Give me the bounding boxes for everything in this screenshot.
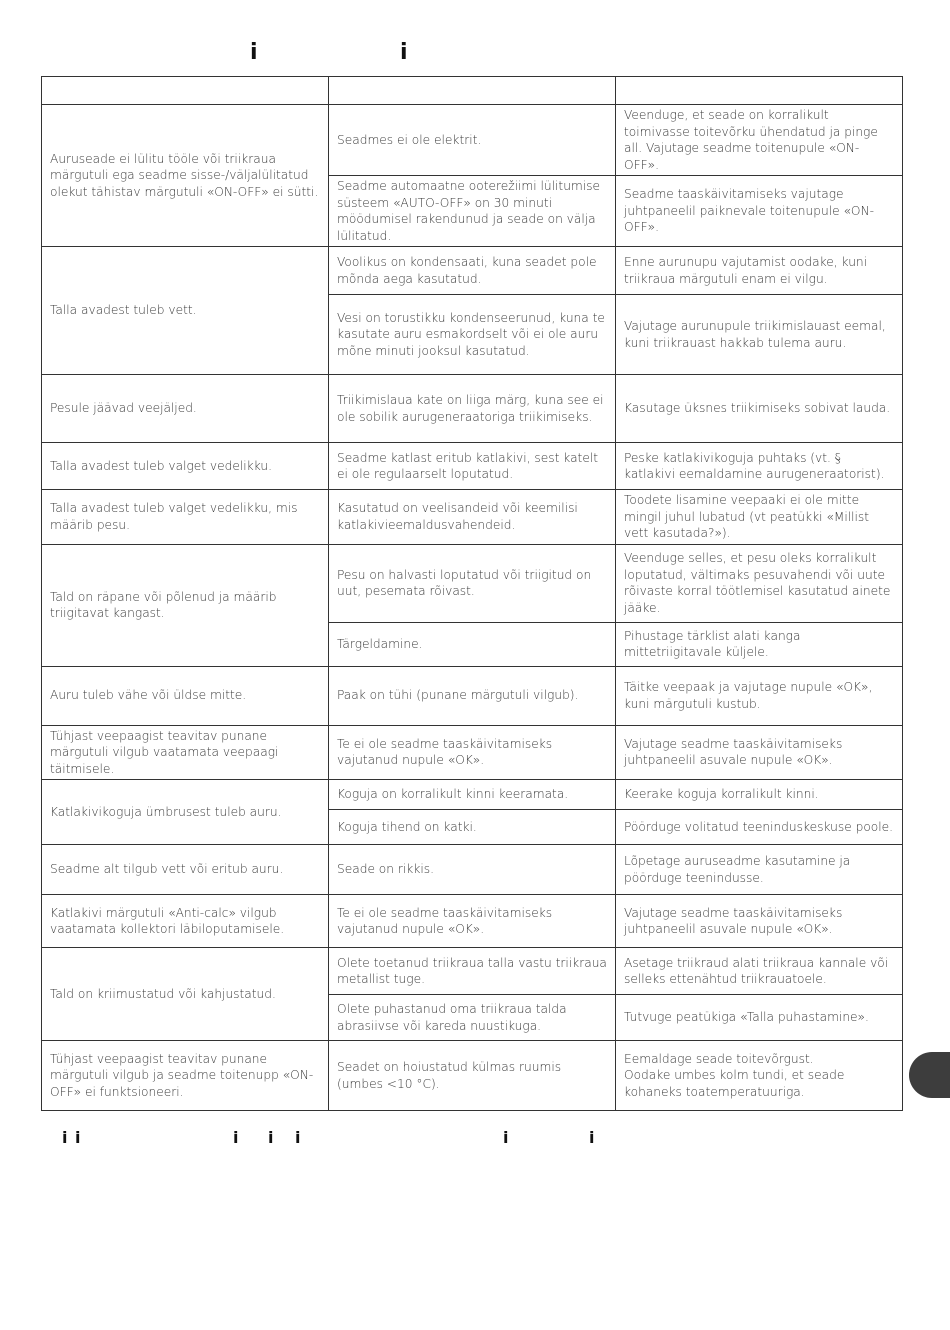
problem-cell: Pesule jäävad veejäljed.: [42, 375, 329, 443]
solution-cell: Tutvuge peatükiga «Talla puhastamine».: [616, 995, 903, 1041]
problem-cell: Auru tuleb vähe või üldse mitte.: [42, 666, 329, 725]
problem-cell: Talla avadest tuleb vett.: [42, 247, 329, 375]
cause-cell: Voolikus on kondensaati, kuna seadet pole mõnda aega kasutatud.: [329, 247, 616, 295]
table-row: [42, 443, 903, 490]
cause-cell: Te ei ole seadme taaskäivitamiseks vajutanud nupule «OK».: [329, 895, 616, 948]
header-problem: [42, 77, 329, 105]
problem-cell: Auruseade ei lülitu tööle või triikraua märgutuli ega seadme sisse-/väljalülitatud olekut tähistav märgutuli «ON-OFF» ei sütti.: [42, 105, 329, 247]
solution-cell: Veenduge, et seade on korralikult toimivasse toitevõrku ühendatud ja pinge all. Vajutage seadme toitenupule «ON-OFF».: [616, 105, 903, 176]
footer-glyph-3: i: [233, 1128, 239, 1147]
table-row: [42, 375, 903, 443]
cause-cell: Koguja tihend on katki.: [329, 810, 616, 845]
solution-cell: Täitke veepaak ja vajutage nupule «OK», kuni märgutuli kustub.: [616, 666, 903, 725]
footer-glyph-2: i: [75, 1128, 81, 1147]
table-row: [42, 725, 903, 780]
footer-glyph-4: i: [268, 1128, 274, 1147]
solution-cell: Eemaldage seade toitevõrgust. Oodake umbes kolm tundi, et seade kohaneks toatemperatuuriga.: [616, 1041, 903, 1111]
solution-cell: Lõpetage auruseadme kasutamine ja pöörduge teenindusse.: [616, 845, 903, 895]
cause-cell: Triikimislaua kate on liiga märg, kuna see ei ole sobilik aurugeneraatoriga triikimiseks.: [329, 375, 616, 443]
problem-cell: Talla avadest tuleb valget vedelikku.: [42, 443, 329, 490]
page-tab-marker: [909, 1052, 950, 1098]
footer-glyph-5: i: [295, 1128, 301, 1147]
solution-cell: Pöörduge volitatud teeninduskeskuse poole.: [616, 810, 903, 845]
cause-cell: Koguja on korralikult kinni keeramata.: [329, 780, 616, 810]
problem-cell: Seadme alt tilgub vett või eritub auru.: [42, 845, 329, 895]
cause-cell: Vesi on torustikku kondenseerunud, kuna te kasutate auru esmakordselt või ei ole auru mõne minuti jooksul kasutatud.: [329, 295, 616, 375]
solution-cell: Toodete lisamine veepaaki ei ole mitte mingil juhul lubatud (vt peatükki «Millist vett kasutada?»).: [616, 490, 903, 545]
solution-cell: Veenduge selles, et pesu oleks korralikult loputatud, vältimaks pesuvahendi või uute rõivaste korral töötlemisel kasutatud ainete jääke.: [616, 544, 903, 622]
table-row: [42, 1041, 903, 1111]
solution-cell: Kasutage üksnes triikimiseks sobivat lauda.: [616, 375, 903, 443]
cause-cell: Seadet on hoiustatud külmas ruumis (umbes <10 °C).: [329, 1041, 616, 1111]
cause-cell: Seade on rikkis.: [329, 845, 616, 895]
table-row: [42, 780, 903, 810]
cause-cell: Seadmes ei ole elektrit.: [329, 105, 616, 176]
table-row: [42, 544, 903, 622]
cause-cell: Seadme automaatne ooterežiimi lülitumise süsteem «AUTO-OFF» on 30 minuti möödumisel rakendunud ja seade on välja lülitatud.: [329, 176, 616, 247]
header-solution: [616, 77, 903, 105]
table-row: [42, 666, 903, 725]
solution-cell: Vajutage seadme taaskäivitamiseks juhtpaneelil asuvale nupule «OK».: [616, 725, 903, 780]
problem-cell: Tühjast veepaagist teavitav punane märgutuli vilgub vaatamata veepaagi täitmisele.: [42, 725, 329, 780]
footer-glyph-1: i: [62, 1128, 68, 1147]
cause-cell: Pesu on halvasti loputatud või triigitud on uut, pesemata rõivast.: [329, 544, 616, 622]
problem-cell: Tald on räpane või põlenud ja määrib triigitavat kangast.: [42, 544, 329, 666]
problem-cell: Tald on kriimustatud või kahjustatud.: [42, 948, 329, 1041]
cause-cell: Kasutatud on veelisandeid või keemilisi katlakivieemaldusvahendeid.: [329, 490, 616, 545]
solution-cell: Peske katlakivikoguja puhtaks (vt. § katlakivi eemaldamine aurugeneraatorist).: [616, 443, 903, 490]
solution-cell: Vajutage seadme taaskäivitamiseks juhtpaneelil asuvale nupule «OK».: [616, 895, 903, 948]
footer-glyph-7: i: [589, 1128, 595, 1147]
table-header-row: [42, 77, 903, 105]
solution-cell: Keerake koguja korralikult kinni.: [616, 780, 903, 810]
solution-cell: Seadme taaskäivitamiseks vajutage juhtpaneelil paiknevale toitenupule «ON-OFF».: [616, 176, 903, 247]
solution-cell: Enne aurunupu vajutamist oodake, kuni triikraua märgutuli enam ei vilgu.: [616, 247, 903, 295]
cause-cell: Tärgeldamine.: [329, 622, 616, 666]
cause-cell: Olete puhastanud oma triikraua talda abrasiivse või kareda nuustikuga.: [329, 995, 616, 1041]
solution-cell: Pihustage tärklist alati kanga mittetriigitavale küljele.: [616, 622, 903, 666]
footer-glyph-6: i: [503, 1128, 509, 1147]
heading-glyph-2: i: [400, 40, 408, 65]
cause-cell: Seadme katlast eritub katlakivi, sest katelt ei ole regulaarselt loputatud.: [329, 443, 616, 490]
table-row: [42, 895, 903, 948]
problem-cell: Katlakivikoguja ümbrusest tuleb auru.: [42, 780, 329, 845]
solution-cell: Vajutage aurunupule triikimislauast eemal, kuni triikrauast hakkab tulema auru.: [616, 295, 903, 375]
header-cause: [329, 77, 616, 105]
problem-cell: Tühjast veepaagist teavitav punane märgutuli vilgub ja seadme toitenupp «ON-OFF» ei funktsioneeri.: [42, 1041, 329, 1111]
table-row: [42, 948, 903, 995]
troubleshooting-table: [41, 76, 903, 1111]
table-row: [42, 490, 903, 545]
problem-cell: Katlakivi märgutuli «Anti-calc» vilgub vaatamata kollektori läbiloputamisele.: [42, 895, 329, 948]
table-row: [42, 105, 903, 176]
problem-cell: Talla avadest tuleb valget vedelikku, mis määrib pesu.: [42, 490, 329, 545]
cause-cell: Te ei ole seadme taaskäivitamiseks vajutanud nupule «OK».: [329, 725, 616, 780]
cause-cell: Olete toetanud triikraua talla vastu triikraua metallist tuge.: [329, 948, 616, 995]
cause-cell: Paak on tühi (punane märgutuli vilgub).: [329, 666, 616, 725]
solution-cell: Asetage triikraud alati triikraua kannale või selleks ettenähtud triikrauatoele.: [616, 948, 903, 995]
table-row: [42, 845, 903, 895]
table-row: [42, 247, 903, 295]
heading-glyph-1: i: [250, 40, 258, 65]
